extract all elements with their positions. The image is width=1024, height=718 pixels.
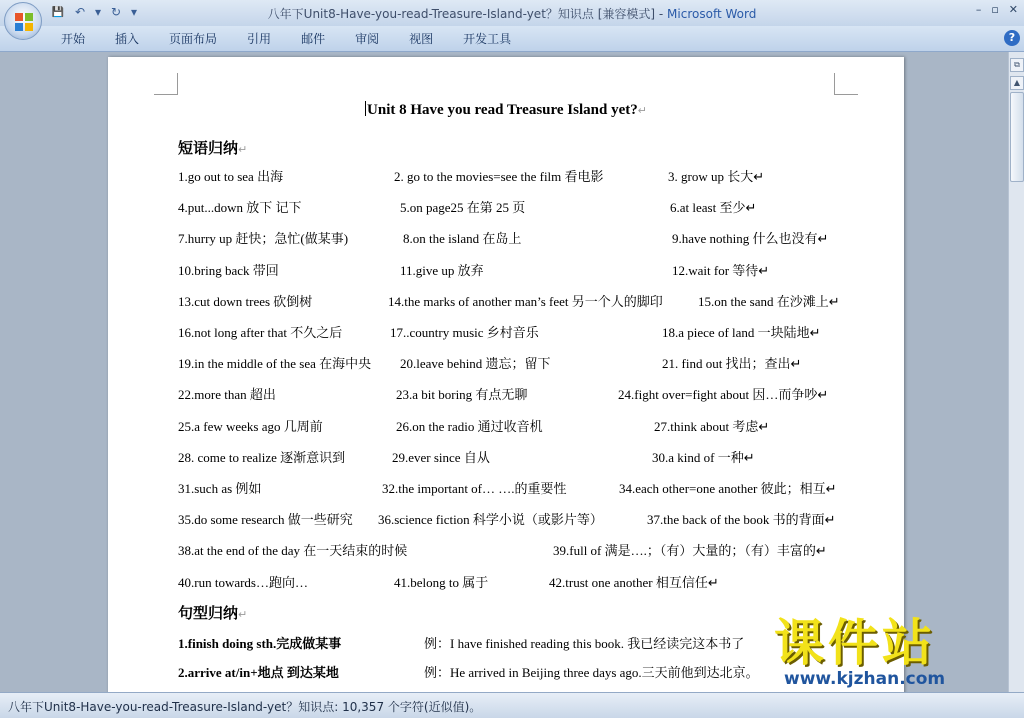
phrase-row — [178, 416, 858, 436]
phrase-row — [178, 166, 858, 186]
tab-developer[interactable]: 开发工具 — [463, 32, 512, 46]
text-cursor — [365, 101, 366, 116]
phrase-item: 22.more than 超出 — [178, 387, 276, 403]
phrase-row — [178, 509, 858, 529]
document-page[interactable] — [108, 57, 904, 692]
phrase-item: 19.in the middle of the sea 在海中央 — [178, 356, 372, 372]
phrase-row — [178, 384, 858, 404]
tab-mailings[interactable]: 邮件 — [301, 32, 326, 46]
minimize-button[interactable]: – — [975, 3, 982, 16]
sentence-item: 1.finish doing sth.完成做某事 例：I have finished reading this book. 我已经读完这本书了 — [178, 636, 745, 651]
phrase-row — [178, 478, 858, 498]
title-bar — [0, 0, 1024, 26]
phrase-item: 6.at least 至少↵ — [670, 200, 757, 216]
phrase-row — [178, 291, 858, 311]
phrase-item: 39.full of 满是….；（有）大量的；（有）丰富的↵ — [553, 543, 827, 559]
phrase-item: 7.hurry up 赶快；急忙(做某事) — [178, 231, 349, 247]
phrase-row — [178, 197, 858, 217]
phrase-item: 30.a kind of 一种↵ — [652, 449, 755, 465]
phrase-item: 36.science fiction 科学小说（或影片等） — [378, 512, 603, 528]
scroll-up-button[interactable]: ▲ — [1010, 76, 1024, 90]
phrase-item: 1.go out to sea 出海 — [178, 169, 284, 184]
phrase-row — [178, 260, 858, 280]
phrase-item: 40.run towards…跑向… — [178, 574, 308, 590]
phrase-item: 16.not long after that 不久之后 — [178, 325, 343, 340]
phrase-item: 32.the important of… ….的重要性 — [382, 481, 567, 496]
page-view-icon[interactable]: ⧉ — [1010, 58, 1024, 72]
phrases-section-title: 短语归纳↵ — [178, 139, 248, 157]
phrase-row — [178, 572, 858, 592]
phrase-item: 21. find out 找出；查出↵ — [662, 356, 802, 372]
phrase-item: 23.a bit boring 有点无聊 — [396, 387, 528, 403]
customize-toolbar-icon[interactable]: ▾ — [130, 5, 138, 19]
phrase-item: 37.the back of the book 书的背面↵ — [647, 512, 836, 528]
phrase-item: 5.on page25 在第 25 页 — [400, 200, 526, 216]
phrase-item: 20.leave behind 遗忘；留下 — [400, 356, 551, 372]
phrase-item: 24.fight over=fight about 因…而争吵↵ — [618, 387, 829, 403]
help-icon[interactable]: ? — [1004, 30, 1020, 46]
phrase-item: 29.ever since 自从 — [392, 449, 490, 465]
status-text: 八年下Unit8-Have-you-read-Treasure-Island-yet？知识点: 10,357 个字符(近似值)。 — [8, 700, 482, 714]
undo-icon[interactable]: ↶ — [74, 5, 86, 19]
site-watermark — [774, 616, 1006, 690]
app-name: Microsoft Word — [667, 7, 757, 21]
redo-icon[interactable]: ↻ — [110, 5, 122, 19]
phrase-item: 41.belong to 属于 — [394, 574, 489, 590]
phrase-row — [178, 322, 858, 342]
close-button[interactable]: ✕ — [1008, 3, 1018, 16]
phrase-item: 10.bring back 带回 — [178, 262, 279, 278]
phrase-item: 15.on the sand 在沙滩上↵ — [698, 293, 840, 309]
phrase-item: 35.do some research 做一些研究 — [178, 512, 353, 528]
phrase-row — [178, 540, 858, 560]
document-name: 八年下Unit8-Have-you-read-Treasure-Island-yet？知识点 [兼容模式] - — [267, 7, 668, 21]
scrollbar-thumb[interactable] — [1010, 92, 1024, 182]
document-heading: Unit 8 Have you read Treasure Island yet?↵ — [367, 102, 647, 118]
office-logo-icon — [14, 12, 34, 32]
ribbon-tabs — [50, 31, 530, 48]
vertical-scrollbar[interactable] — [1008, 52, 1024, 692]
status-bar — [0, 692, 1024, 718]
tab-view[interactable]: 视图 — [409, 32, 434, 46]
undo-dropdown-icon[interactable]: ▾ — [94, 5, 102, 19]
phrase-item: 18.a piece of land 一块陆地↵ — [662, 325, 821, 340]
restore-button[interactable]: ▫ — [991, 3, 999, 16]
phrase-row — [178, 447, 858, 467]
phrase-item: 14.the marks of another man’s feet 另一个人的脚印 — [388, 293, 663, 309]
ribbon — [0, 26, 1024, 52]
phrase-item: 8.on the island 在岛上 — [403, 231, 522, 247]
window-controls — [976, 3, 1018, 16]
phrase-item: 2. go to the movies=see the film 看电影 — [394, 169, 604, 184]
document-workspace — [0, 52, 1008, 692]
phrase-item: 25.a few weeks ago 几周前 — [178, 418, 323, 434]
tab-review[interactable]: 审阅 — [355, 32, 380, 46]
tab-insert[interactable]: 插入 — [115, 32, 140, 46]
phrase-row — [178, 353, 858, 373]
tab-home[interactable]: 开始 — [61, 32, 86, 46]
phrase-item: 42.trust one another 相互信任↵ — [549, 574, 719, 590]
phrase-item: 4.put...down 放下 记下 — [178, 200, 302, 216]
watermark-logo-text: 课件站 — [774, 614, 936, 672]
phrase-item: 27.think about 考虑↵ — [654, 418, 770, 434]
window-title — [0, 5, 1024, 22]
watermark-url: www.kjzhan.com — [784, 669, 946, 689]
save-icon[interactable]: 💾 — [51, 6, 65, 18]
sentence-item: 2.arrive at/in+地点 到达某地 例：He arrived in Beijing three days ago.三天前他到达北京。 — [178, 665, 759, 680]
tab-references[interactable]: 引用 — [247, 32, 272, 46]
sentences-section-title: 句型归纳↵ — [178, 604, 248, 622]
phrase-item: 9.have nothing 什么也没有↵ — [672, 231, 829, 247]
phrase-item: 26.on the radio 通过收音机 — [396, 418, 543, 434]
phrase-item: 38.at the end of the day 在一天结束的时候 — [178, 543, 408, 559]
tab-page-layout[interactable]: 页面布局 — [169, 32, 218, 46]
phrase-item: 17..country music 乡村音乐 — [390, 325, 539, 340]
phrase-item: 11.give up 放弃 — [400, 262, 484, 278]
phrase-item: 12.wait for 等待↵ — [672, 262, 770, 278]
phrase-item: 3. grow up 长大↵ — [668, 169, 765, 184]
phrase-item: 13.cut down trees 砍倒树 — [178, 293, 313, 309]
office-button[interactable] — [4, 2, 42, 40]
margin-corner-mark — [834, 73, 858, 95]
phrase-row — [178, 228, 858, 248]
phrase-item: 34.each other=one another 彼此；相互↵ — [619, 481, 837, 496]
margin-corner-mark — [154, 73, 178, 95]
phrase-item: 28. come to realize 逐渐意识到 — [178, 449, 346, 465]
phrase-item: 31.such as 例如 — [178, 481, 262, 496]
